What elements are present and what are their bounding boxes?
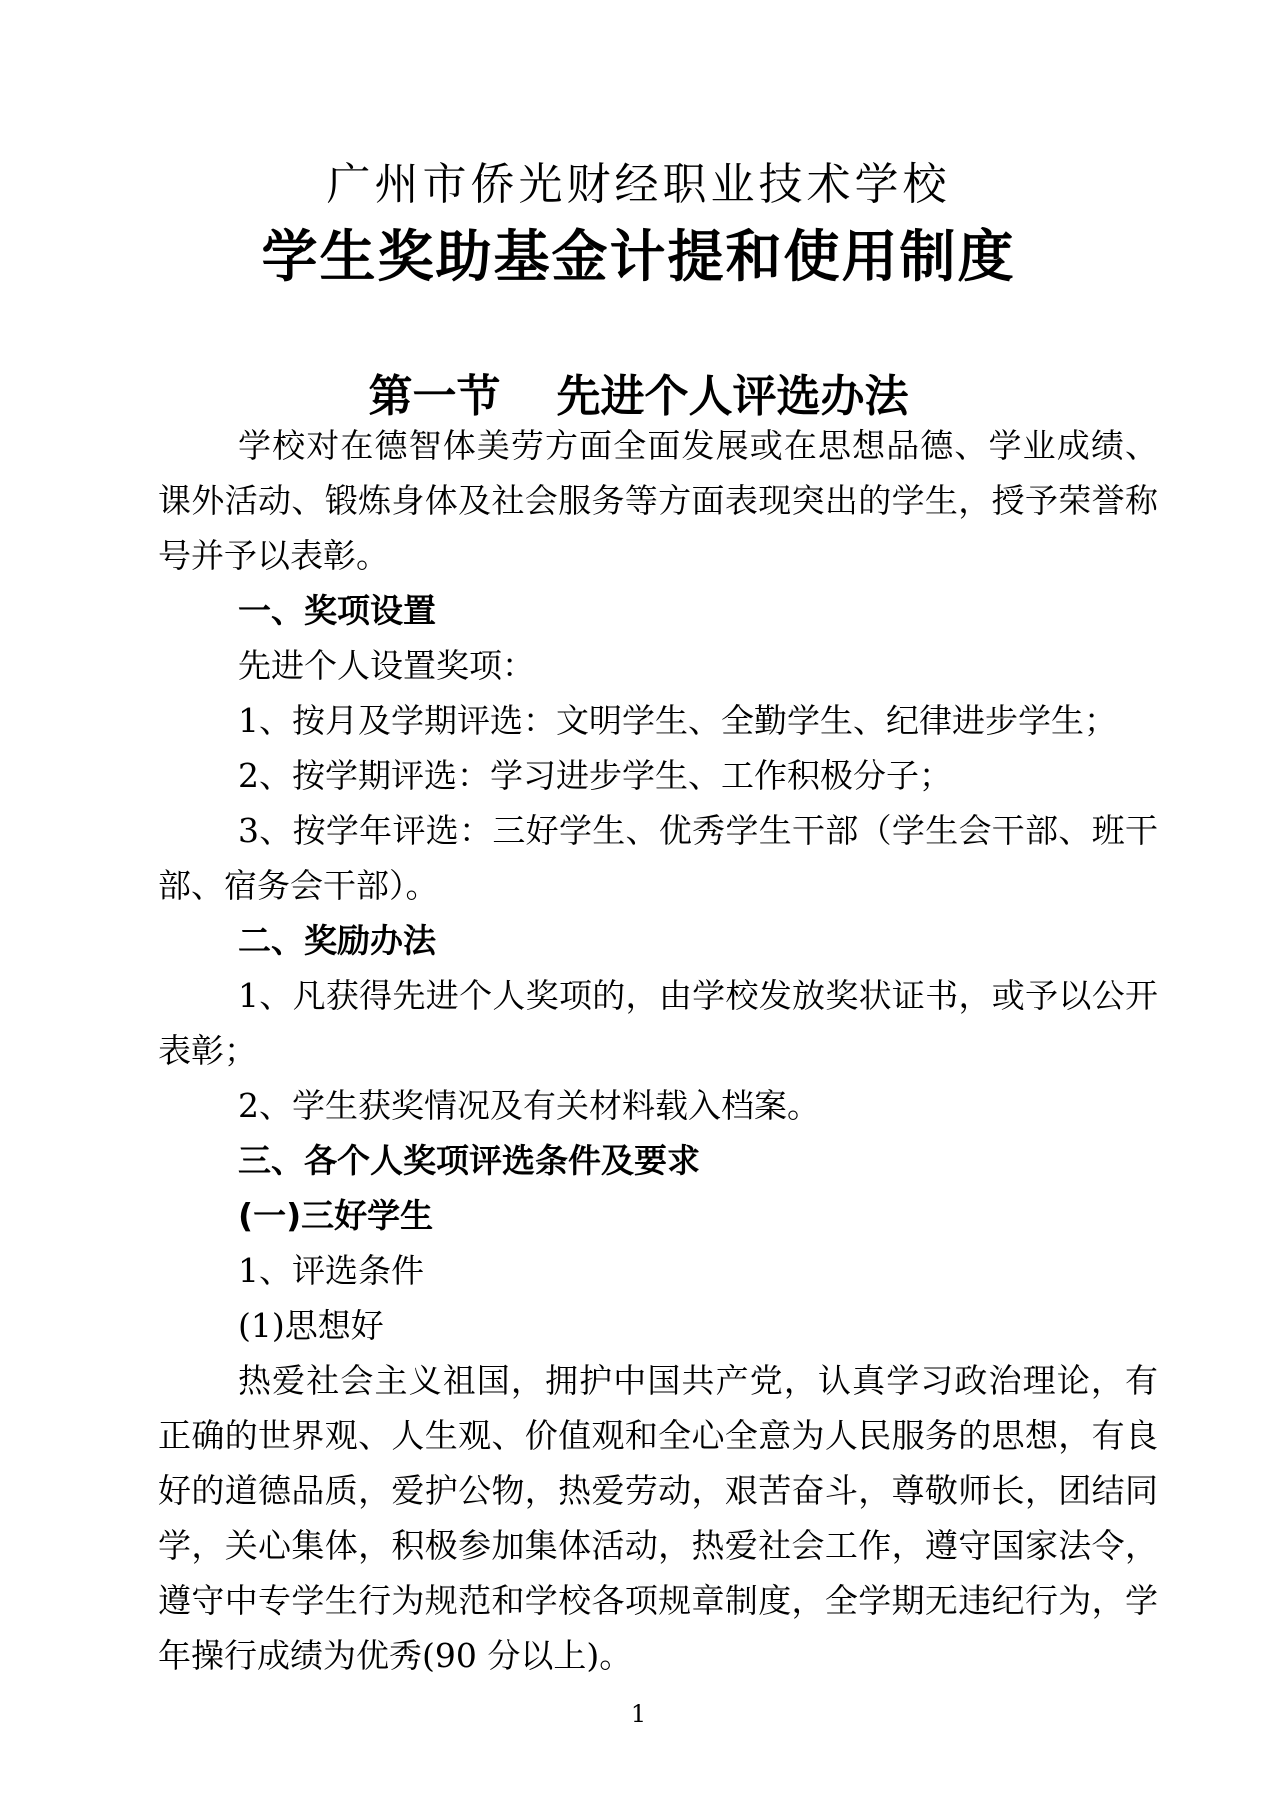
- heading-awards-setup: 一、奖项设置: [238, 591, 436, 630]
- criterion-title: (1)思想好: [238, 1306, 384, 1345]
- heading-criteria: 三、各个人奖项评选条件及要求: [238, 1141, 700, 1180]
- criteria-label: 1、评选条件: [238, 1251, 424, 1290]
- section-title: 先进个人评选办法: [556, 371, 909, 422]
- sub-heading-three-good: (一)三好学生: [238, 1196, 434, 1235]
- document-title: 学生奖助基金计提和使用制度: [261, 225, 1016, 290]
- award-item: 3、按学年评选：三好学生、优秀学生干部（学生会干部、班干部、宿务会干部）。: [158, 811, 1158, 905]
- award-item: 2、按学期评选：学习进步学生、工作积极分子；: [238, 756, 952, 795]
- award-item: 1、按月及学期评选：文明学生、全勤学生、纪律进步学生；: [238, 701, 1117, 740]
- awards-lead: 先进个人设置奖项：: [238, 646, 535, 685]
- reward-item: 2、学生获奖情况及有关材料载入档案。: [238, 1086, 820, 1125]
- heading-reward-method: 二、奖励办法: [238, 921, 436, 960]
- section-number: 第一节: [368, 371, 501, 422]
- page-number: 1: [630, 1700, 647, 1728]
- intro-paragraph: 学校对在德智体美劳方面全面发展或在思想品德、学业成绩、课外活动、锻炼身体及社会服务等方面表现突出的学生，授予荣誉称号并予以表彰。: [158, 426, 1158, 575]
- school-name: 广州市侨光财经职业技术学校: [326, 159, 951, 210]
- document-body: [158, 418, 1158, 1683]
- section-heading: [0, 360, 1277, 424]
- reward-item: 1、凡获得先进个人奖项的，由学校发放奖状证书，或予以公开表彰；: [158, 976, 1158, 1070]
- criterion-text: 热爱社会主义祖国，拥护中国共产党，认真学习政治理论，有正确的世界观、人生观、价值观和全心全意为人民服务的思想，有良好的道德品质，爱护公物，热爱劳动，艰苦奋斗，尊敬师长，团结同学，关心集体，积极参加集体活动，热爱社会工作，遵守国家法令，遵守中专学生行为规范和学校各项规章制度，全学期无违纪行为，学年操行成绩为优秀(90 分以上)。: [158, 1361, 1158, 1675]
